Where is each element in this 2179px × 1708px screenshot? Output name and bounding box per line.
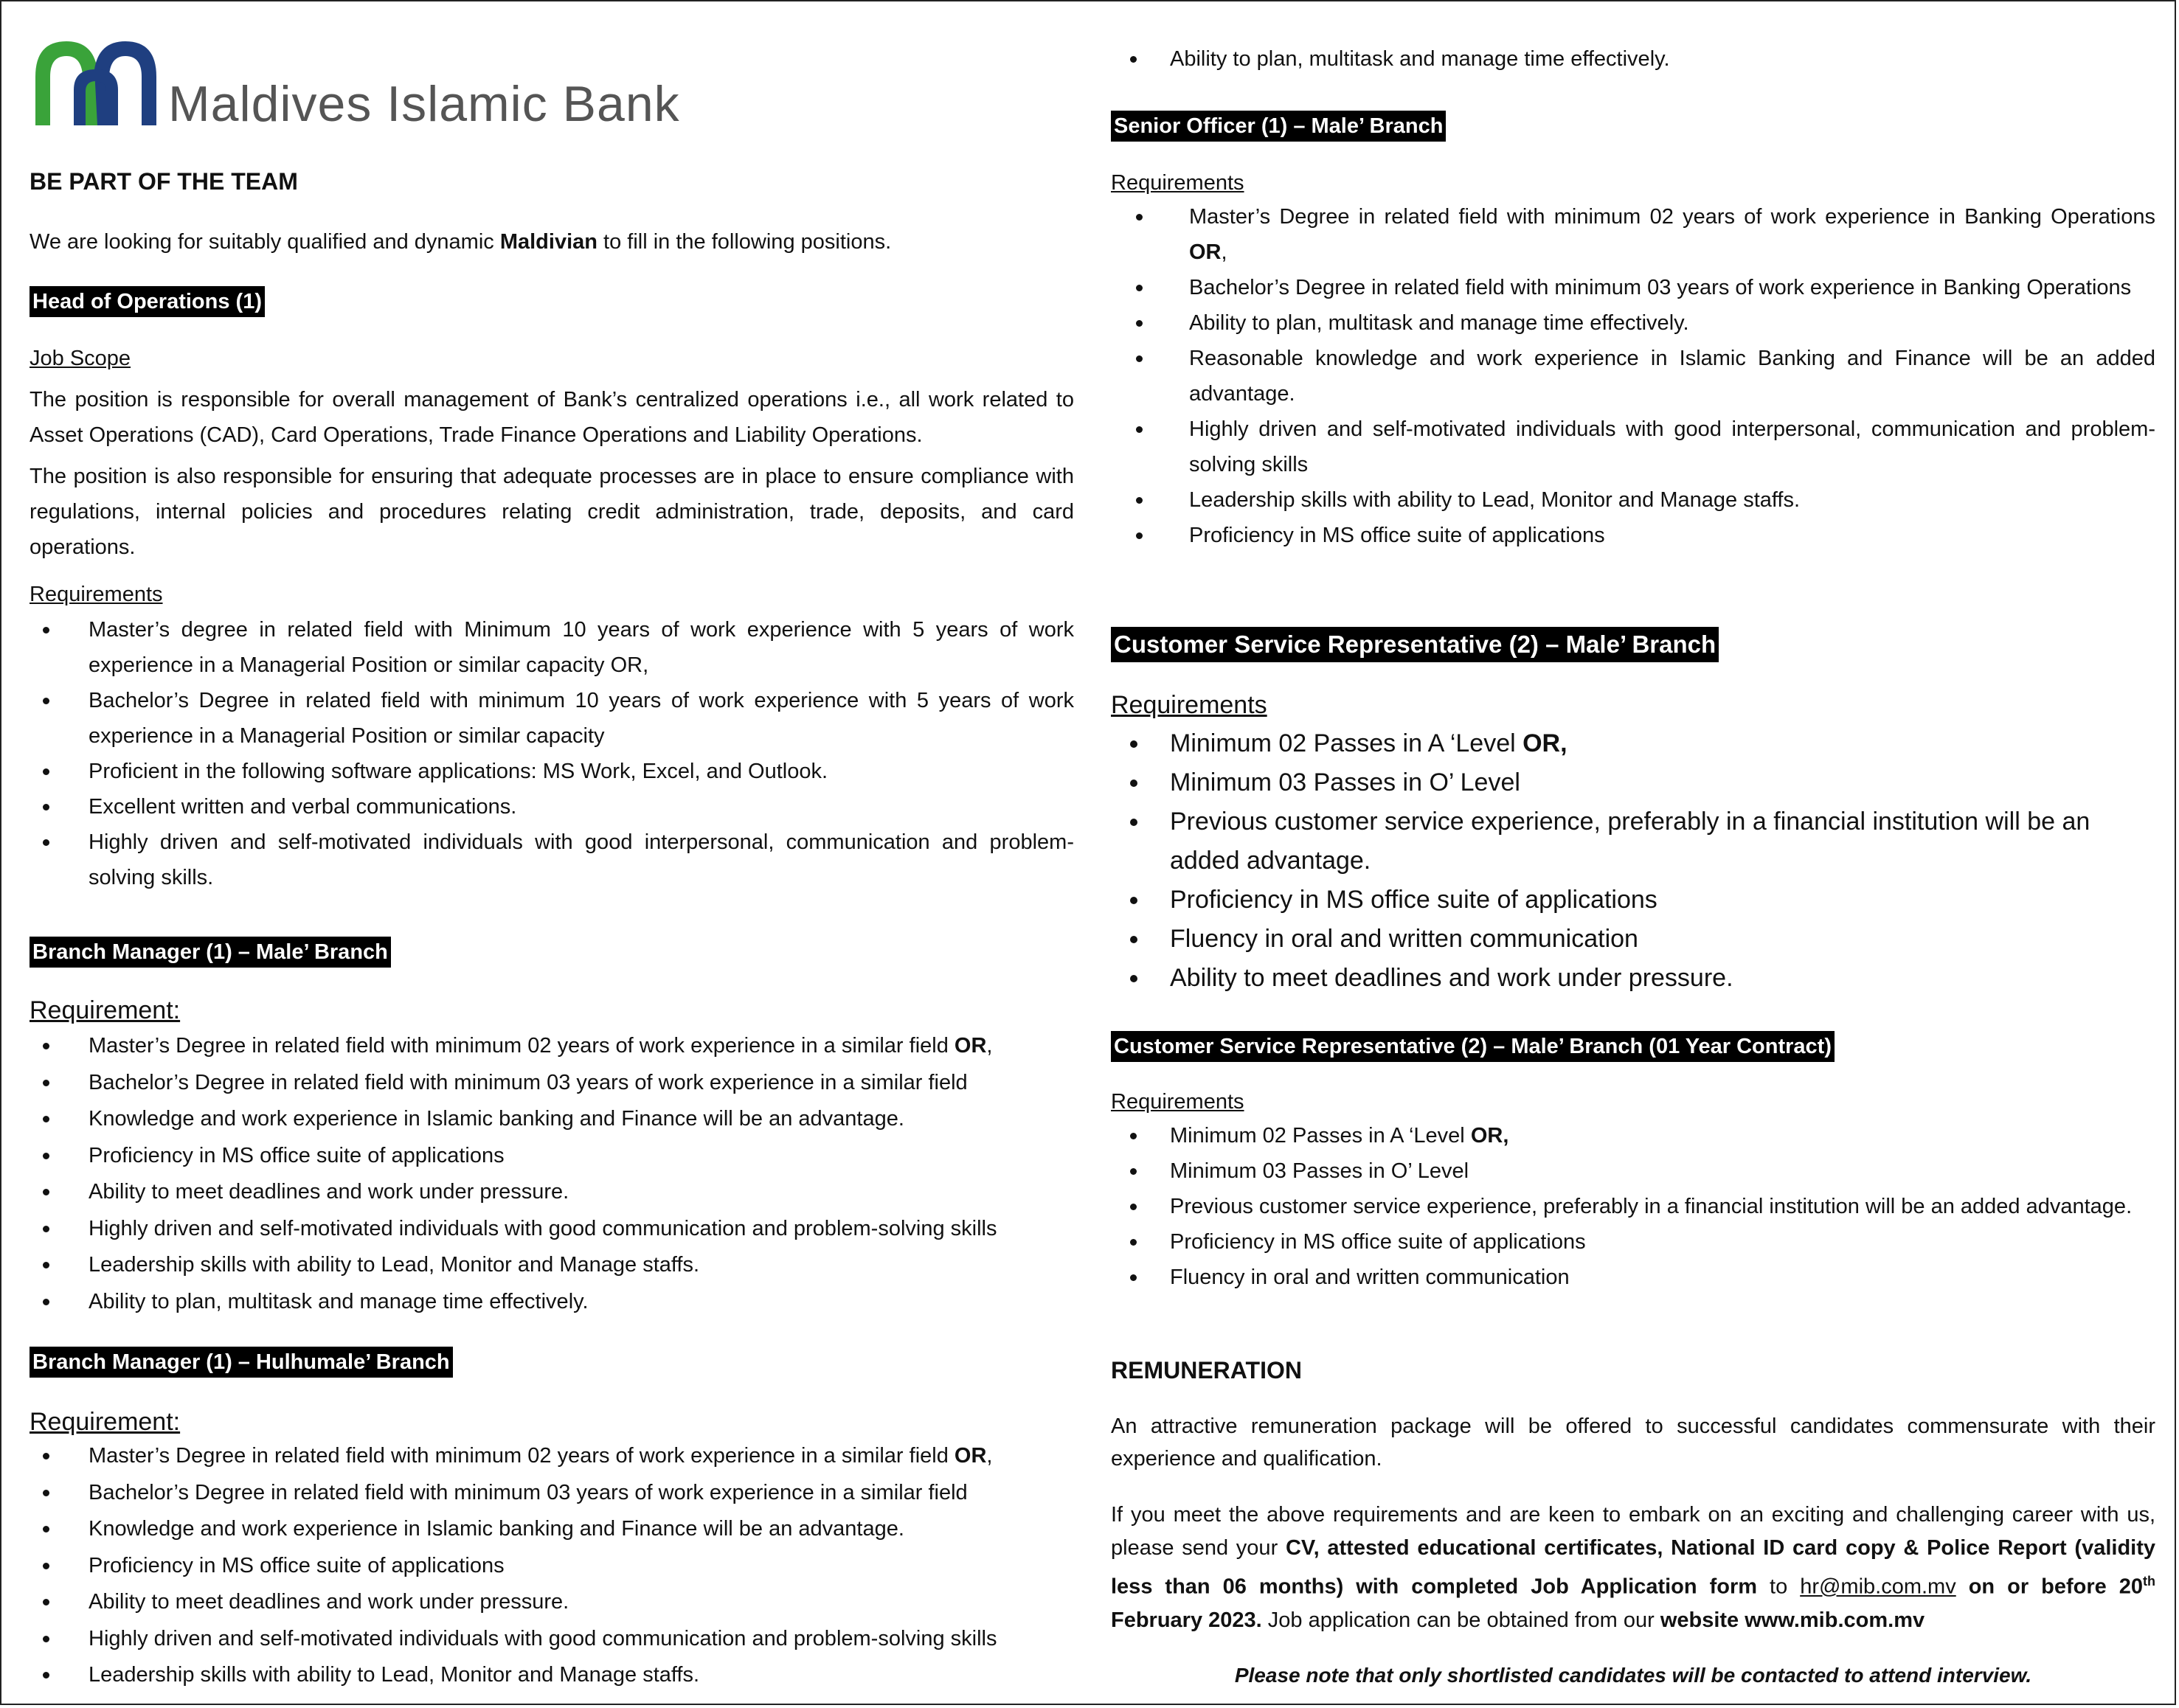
list-item: Minimum 03 Passes in O’ Level (1111, 763, 2155, 802)
list-item: Knowledge and work experience in Islamic banking and Finance will be an advantage. (30, 1101, 1074, 1138)
csr-contract-title: Customer Service Representative (2) – Male’ Branch (01 Year Contract) (1111, 1031, 1835, 1062)
bm-male-req-list (30, 1028, 1074, 1320)
list-item: Master’s Degree in related field with minimum 02 years of work experience in a similar field OR, (30, 1028, 1074, 1065)
list-item: Reasonable knowledge and work experience in Islamic Banking and Finance will be an added advantage. (1111, 341, 2155, 412)
bank-logo (30, 31, 680, 134)
list-item: Fluency in oral and written communication (1111, 920, 2155, 959)
email-link[interactable]: hr@mib.com.mv (1800, 1575, 1956, 1599)
head-ops-req-label: Requirements (30, 583, 163, 606)
list-item: Previous customer service experience, preferably in a financial institution will be an added advantage. (1111, 802, 2155, 881)
list-item: Knowledge and work experience in Islamic banking and Finance will be an advantage. (30, 1511, 1074, 1548)
list-item: Fluency in oral and written communication (1111, 1260, 2155, 1295)
website-link[interactable]: website www.mib.com.mv (1660, 1608, 1925, 1632)
head-ops-req-list (30, 612, 1074, 895)
intro-text: We are looking for suitably qualified and dynamic Maldivian to fill in the following positions. (30, 230, 892, 254)
list-item: Bachelor’s Degree in related field with minimum 03 years of work experience in Banking Operations (1111, 270, 2155, 305)
list-item: Ability to plan, multitask and manage time effectively. (30, 1284, 1074, 1321)
csr-req-list (1111, 724, 2155, 998)
bm-hulhumale-req-list (30, 1438, 1074, 1694)
list-item: Proficiency in MS office suite of applications (30, 1138, 1074, 1175)
remuneration-heading: REMUNERATION (1111, 1357, 1302, 1384)
list-item: Previous customer service experience, preferably in a financial institution will be an added advantage. (1111, 1189, 2155, 1224)
list-item: Ability to plan, multitask and manage time effectively. (1111, 41, 2155, 77)
list-item: Leadership skills with ability to Lead, Monitor and Manage staffs. (1111, 482, 2155, 518)
bm-male-req-label: Requirement: (30, 996, 181, 1024)
list-item: Proficiency in MS office suite of applications (30, 1548, 1074, 1585)
list-item: Highly driven and self-motivated individuals with good communication and problem-solving skills (30, 1211, 1074, 1248)
list-item: Highly driven and self-motivated individuals with good communication and problem-solving skills (30, 1621, 1074, 1658)
list-item: Bachelor’s Degree in related field with minimum 03 years of work experience in a similar field (30, 1065, 1074, 1102)
list-item: Proficiency in MS office suite of applications (1111, 881, 2155, 920)
remuneration-para: An attractive remuneration package will be offered to successful candidates commensurate with their experience and qualification. (1111, 1414, 2155, 1471)
apply-instructions: If you meet the above requirements and are keen to embark on an exciting and challenging career with us, please send your CV, attested educational certificates, National ID card copy & Police Report (validity less than 06 months) with completed Job Application form to hr@mib.com.mv on or before 20th February 2023. Job application can be obtained from our website www.mib.com.mv (1111, 1503, 2156, 1632)
list-item: Master’s degree in related field with Minimum 10 years of work experience with 5 years of work experience in a Managerial Position or similar capacity OR, (30, 612, 1074, 683)
head-ops-scope-label: Job Scope (30, 347, 131, 370)
shortlist-note: Please note that only shortlisted candidates will be contacted to attend interview. (1234, 1664, 2032, 1687)
bm-hulhumale-req-label: Requirement: (30, 1408, 181, 1436)
list-item: Minimum 02 Passes in A ‘Level OR, (1111, 1118, 2155, 1153)
mib-logo-icon (30, 31, 162, 134)
senior-officer-title: Senior Officer (1) – Male’ Branch (1111, 111, 1446, 142)
head-ops-para2: The position is also responsible for ensuring that adequate processes are in place to ensure compliance with regulations, internal policies and procedures relating credit administration, trade, deposits, and card operations. (30, 465, 1074, 559)
list-item: Ability to meet deadlines and work under pressure. (30, 1584, 1074, 1621)
list-item: Bachelor’s Degree in related field with minimum 03 years of work experience in a similar field (30, 1475, 1074, 1512)
list-item: Master’s Degree in related field with minimum 02 years of work experience in a similar field OR, (30, 1438, 1074, 1475)
intro-heading: BE PART OF THE TEAM (30, 168, 298, 195)
list-item: Minimum 03 Passes in O’ Level (1111, 1153, 2155, 1189)
list-item: Minimum 02 Passes in A ‘Level OR, (1111, 724, 2155, 763)
senior-officer-req-label: Requirements (1111, 171, 1244, 195)
list-item: Leadership skills with ability to Lead, Monitor and Manage staffs. (30, 1247, 1074, 1284)
list-item: Ability to meet deadlines and work under pressure. (30, 1174, 1074, 1211)
list-item: Proficiency in MS office suite of applications (1111, 1224, 2155, 1260)
list-item: Master’s Degree in related field with minimum 02 years of work experience in Banking Operations OR, (1111, 199, 2155, 270)
bm-hulhumale-title: Branch Manager (1) – Hulhumale’ Branch (30, 1347, 453, 1378)
list-item: Ability to plan, multitask and manage time effectively. (1111, 305, 2155, 341)
list-item: Excellent written and verbal communications. (30, 789, 1074, 825)
list-item: Proficiency in MS office suite of applications (1111, 518, 2155, 553)
list-item: Highly driven and self-motivated individuals with good interpersonal, communication and problem-solving skills. (30, 825, 1074, 895)
bm-male-title: Branch Manager (1) – Male’ Branch (30, 937, 391, 968)
list-item: Highly driven and self-motivated individuals with good interpersonal, communication and problem-solving skills (1111, 412, 2155, 482)
csr-contract-req-list (1111, 1118, 2155, 1295)
csr-title: Customer Service Representative (2) – Male’ Branch (1111, 627, 1719, 662)
csr-req-label: Requirements (1111, 691, 1267, 719)
head-ops-para1: The position is responsible for overall management of Bank’s centralized operations i.e., all work related to Asset Operations (CAD), Card Operations, Trade Finance Operations and Liability Operations. (30, 388, 1074, 447)
list-item: Proficient in the following software applications: MS Work, Excel, and Outlook. (30, 754, 1074, 789)
bank-name: Maldives Islamic Bank (168, 76, 680, 132)
bm-hulhumale-continued-list (1111, 41, 2155, 77)
senior-officer-req-list (1111, 199, 2155, 553)
list-item: Leadership skills with ability to Lead, Monitor and Manage staffs. (30, 1657, 1074, 1694)
list-item: Bachelor’s Degree in related field with minimum 10 years of work experience with 5 years of work experience in a Managerial Position or similar capacity (30, 683, 1074, 754)
csr-contract-req-label: Requirements (1111, 1090, 1244, 1114)
list-item: Ability to meet deadlines and work under pressure. (1111, 959, 2155, 998)
head-ops-title: Head of Operations (1) (30, 286, 265, 317)
